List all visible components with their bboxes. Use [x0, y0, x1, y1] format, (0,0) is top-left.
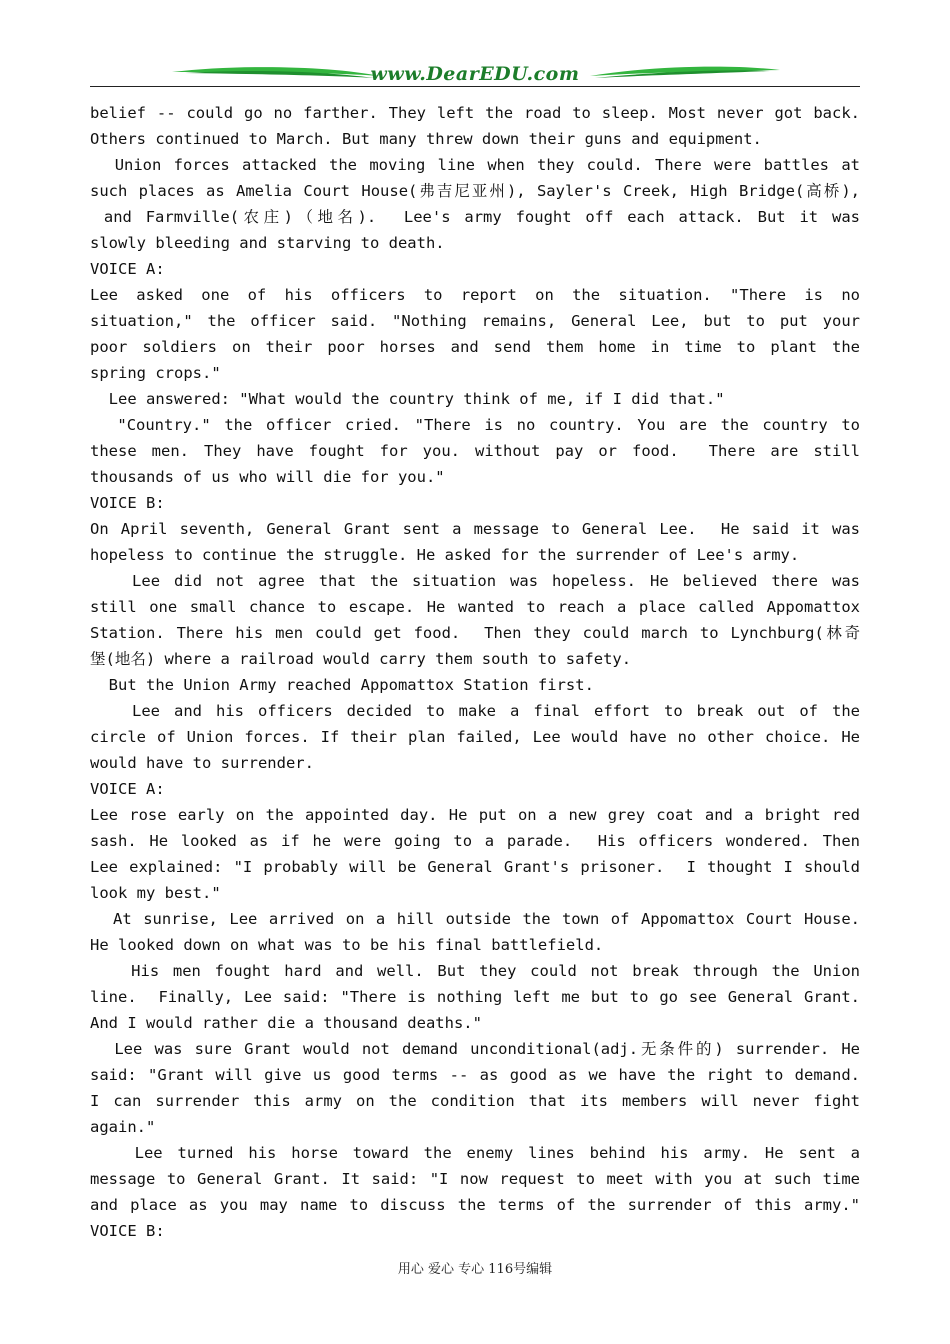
- text-line: and place as you may name to discuss the terms of the surrender of this army.": [90, 1196, 860, 1214]
- text-line: I can surrender this army on the condition that its members will never fight: [90, 1092, 860, 1110]
- text-line: And I would rather die a thousand deaths.": [90, 1014, 482, 1032]
- text-line: such places as Amelia Court House(弗吉尼亚州), Sayler's Creek, High Bridge(高桥),: [90, 182, 860, 200]
- text-line: these men. They have fought for you. without pay or food. There are still: [90, 442, 860, 460]
- text-line: poor soldiers on their poor horses and send them home in time to plant the: [90, 338, 860, 356]
- text-line: and Farmville(农庄)（地名). Lee's army fought off each attack. But it was: [90, 208, 860, 226]
- text-line: Lee was sure Grant would not demand unconditional(adj.无条件的) surrender. He: [90, 1040, 860, 1058]
- text-line: said: "Grant will give us good terms -- as good as we have the right to demand.: [90, 1066, 860, 1084]
- text-line: But the Union Army reached Appomattox Station first.: [90, 676, 594, 694]
- text-line: still one small chance to escape. He wanted to reach a place called Appomattox: [90, 598, 860, 616]
- text-line: Lee explained: "I probably will be General Grant's prisoner. I thought I should: [90, 858, 860, 876]
- page-footer: 用心 爱心 专心 116号编辑: [397, 1262, 553, 1277]
- text-line: VOICE B:: [90, 494, 165, 512]
- text-line: Lee asked one of his officers to report on the situation. "There is no: [90, 286, 860, 304]
- text-line: Station. There his men could get food. Then they could march to Lynchburg(林奇: [90, 624, 860, 642]
- text-line: hopeless to continue the struggle. He asked for the surrender of Lee's army.: [90, 546, 800, 564]
- text-line: On April seventh, General Grant sent a message to General Lee. He said it was: [90, 520, 860, 538]
- text-line: His men fought hard and well. But they could not break through the Union: [90, 962, 861, 980]
- text-line: At sunrise, Lee arrived on a hill outside the town of Appomattox Court House.: [90, 910, 860, 928]
- document-body: [90, 100, 860, 1244]
- text-line: "Country." the officer cried. "There is no country. You are the country to: [90, 416, 860, 434]
- text-line: Lee did not agree that the situation was hopeless. He believed there was: [90, 572, 861, 590]
- text-line: message to General Grant. It said: "I now request to meet with you at such time: [90, 1170, 860, 1188]
- text-line: thousands of us who will die for you.": [90, 468, 445, 486]
- text-line: again.": [90, 1118, 156, 1136]
- text-line: circle of Union forces. If their plan failed, Lee would have no other choice. He: [90, 728, 860, 746]
- text-line: Lee and his officers decided to make a final effort to break out of the: [90, 702, 860, 720]
- site-url: www.DearEDU.com: [370, 63, 580, 85]
- text-line: 堡(地名) where a railroad would carry them south to safety.: [90, 650, 632, 668]
- text-line: line. Finally, Lee said: "There is nothing left me but to go see General Grant.: [90, 988, 860, 1006]
- text-line: VOICE A:: [90, 780, 165, 798]
- text-line: He looked down on what was to be his final battlefield.: [90, 936, 604, 954]
- text-line: spring crops.": [90, 364, 221, 382]
- text-line: VOICE A:: [90, 260, 165, 278]
- header-divider: [90, 86, 860, 87]
- text-line: look my best.": [90, 884, 221, 902]
- text-line: situation," the officer said. "Nothing remains, General Lee, but to put your: [90, 312, 860, 330]
- text-line: belief -- could go no farther. They left the road to sleep. Most never got back.: [90, 104, 860, 122]
- text-line: Lee rose early on the appointed day. He put on a new grey coat and a bright red: [90, 806, 860, 824]
- text-line: Union forces attacked the moving line when they could. There were battles at: [90, 156, 860, 174]
- text-line: Lee answered: "What would the country think of me, if I did that.": [90, 390, 725, 408]
- text-line: sash. He looked as if he were going to a parade. His officers wondered. Then: [90, 832, 860, 850]
- text-line: would have to surrender.: [90, 754, 314, 772]
- text-line: Lee turned his horse toward the enemy lines behind his army. He sent a: [90, 1144, 860, 1162]
- text-line: VOICE B:: [90, 1222, 165, 1240]
- text-line: Others continued to March. But many threw down their guns and equipment.: [90, 130, 762, 148]
- text-line: slowly bleeding and starving to death.: [90, 234, 445, 252]
